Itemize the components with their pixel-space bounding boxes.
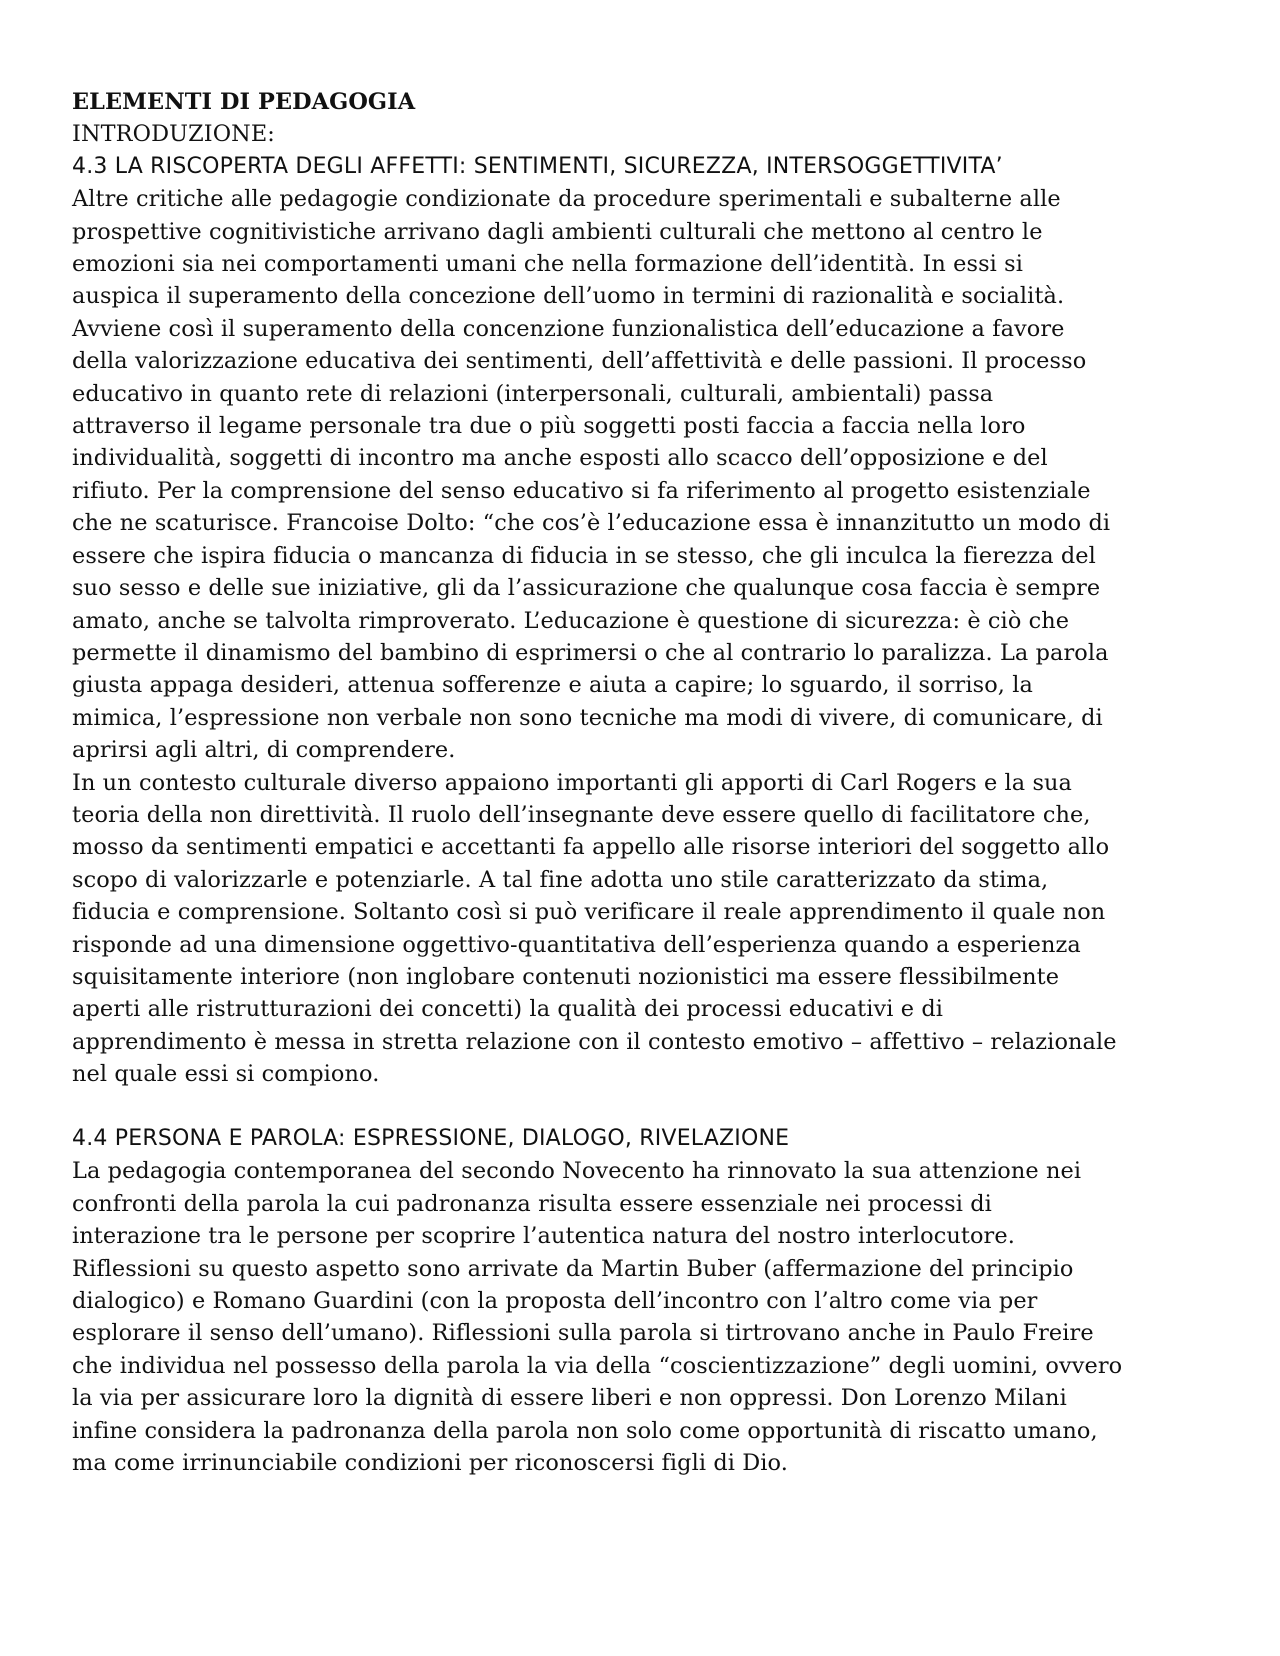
text-line: rifiuto. Per la comprensione del senso educativo si fa riferimento al progetto esistenziale bbox=[72, 477, 1091, 504]
section-spacer bbox=[72, 1091, 1202, 1123]
text-line: apprendimento è messa in stretta relazione con il contesto emotivo – affettivo – relazionale bbox=[72, 1028, 1117, 1055]
text-line: mimica, l’espressione non verbale non sono tecniche ma modi di vivere, di comunicare, di bbox=[72, 704, 1103, 731]
text-line: teoria della non direttività. Il ruolo dell’insegnante deve essere quello di facilitatore che, bbox=[72, 801, 1091, 828]
text-line: essere che ispira fiducia o mancanza di fiducia in se stesso, che gli inculca la fierezza del bbox=[72, 542, 1096, 569]
text-line: nel quale essi si compiono. bbox=[72, 1061, 380, 1088]
text-line: interazione tra le persone per scoprire l’autentica natura del nostro interlocutore. bbox=[72, 1223, 1015, 1250]
text-line: individualità, soggetti di incontro ma anche esposti allo scacco dell’opposizione e del bbox=[72, 445, 1048, 472]
text-line: risponde ad una dimensione oggettivo-quantitativa dell’esperienza quando a esperienza bbox=[72, 931, 1081, 958]
document-title: ELEMENTI DI PEDAGOGIA bbox=[72, 89, 416, 115]
text-line: confronti della parola la cui padronanza risulta essere essenziale nei processi di bbox=[72, 1190, 992, 1217]
text-line: auspica il superamento della concezione dell’uomo in termini di razionalità e socialità. bbox=[72, 283, 1065, 310]
text-line: che individua nel possesso della parola la via della “coscientizzazione” degli uomini, ovvero bbox=[72, 1352, 1123, 1379]
text-line: educativo in quanto rete di relazioni (interpersonali, culturali, ambientali) passa bbox=[72, 380, 994, 407]
text-line: della valorizzazione educativa dei sentimenti, dell’affettività e delle passioni. Il processo bbox=[72, 348, 1087, 375]
text-line: emozioni sia nei comportamenti umani che nella formazione dell’identità. In essi si bbox=[72, 251, 1024, 278]
text-line: ma come irrinunciabile condizioni per riconoscersi figli di Dio. bbox=[72, 1450, 788, 1477]
text-line: squisitamente interiore (non inglobare contenuti nozionistici ma essere flessibilmente bbox=[72, 963, 1060, 990]
section-body bbox=[72, 183, 1202, 1090]
text-line: suo sesso e delle sue iniziative, gli da l’assicurazione che qualunque cosa faccia è sempre bbox=[72, 575, 1101, 602]
section-4-3 bbox=[72, 151, 1202, 1091]
section-body bbox=[72, 1155, 1202, 1479]
text-line: Riflessioni su questo aspetto sono arrivate da Martin Buber (affermazione del principio bbox=[72, 1255, 1074, 1282]
text-line: dialogico) e Romano Guardini (con la proposta dell’incontro con l’altro come via per bbox=[72, 1288, 1038, 1315]
document-page bbox=[72, 86, 1202, 1479]
text-line: prospettive cognitivistiche arrivano dagli ambienti culturali che mettono al centro le bbox=[72, 218, 1043, 245]
text-line: mosso da sentimenti empatici e accettanti fa appello alle risorse interiori del soggetto allo bbox=[72, 834, 1110, 861]
text-line: La pedagogia contemporanea del secondo Novecento ha rinnovato la sua attenzione nei bbox=[72, 1158, 1082, 1185]
text-line: che ne scaturisce. Francoise Dolto: “che cos’è l’educazione essa è innanzitutto un modo di bbox=[72, 510, 1111, 537]
section-heading: 4.3 LA RISCOPERTA DEGLI AFFETTI: SENTIMENTI, SICUREZZA, INTERSOGGETTIVITA’ bbox=[72, 153, 1003, 179]
section-heading: 4.4 PERSONA E PAROLA: ESPRESSIONE, DIALOGO, RIVELAZIONE bbox=[72, 1125, 790, 1151]
text-line: amato, anche se talvolta rimproverato. L’educazione è questione di sicurezza: è ciò che bbox=[72, 607, 1070, 634]
text-line: Altre critiche alle pedagogie condizionate da procedure sperimentali e subalterne alle bbox=[72, 186, 1061, 213]
intro-label: INTRODUZIONE: bbox=[72, 121, 275, 148]
text-line: infine considera la padronanza della parola non solo come opportunità di riscatto umano, bbox=[72, 1417, 1098, 1444]
text-line: giusta appaga desideri, attenua sofferenze e aiuta a capire; lo sguardo, il sorriso, la bbox=[72, 672, 1033, 699]
text-line: permette il dinamismo del bambino di esprimersi o che al contrario lo paralizza. La parola bbox=[72, 639, 1109, 666]
text-line: scopo di valorizzarle e potenziarle. A tal fine adotta uno stile caratterizzato da stima, bbox=[72, 866, 1049, 893]
text-line: Avviene così il superamento della concenzione funzionalistica dell’educazione a favore bbox=[72, 315, 1065, 342]
text-line: la via per assicurare loro la dignità di essere liberi e non oppressi. Don Lorenzo Milani bbox=[72, 1385, 1067, 1412]
section-4-4 bbox=[72, 1123, 1202, 1479]
text-line: fiducia e comprensione. Soltanto così si può verificare il reale apprendimento il quale non bbox=[72, 899, 1106, 926]
text-line: aprirsi agli altri, di comprendere. bbox=[72, 737, 456, 764]
text-line: esplorare il senso dell’umano). Riflessioni sulla parola si tirtrovano anche in Paulo Freire bbox=[72, 1320, 1094, 1347]
text-line: aperti alle ristrutturazioni dei concetti) la qualità dei processi educativi e di bbox=[72, 996, 944, 1023]
text-line: In un contesto culturale diverso appaiono importanti gli apporti di Carl Rogers e la sua bbox=[72, 769, 1073, 796]
text-line: attraverso il legame personale tra due o più soggetti posti faccia a faccia nella loro bbox=[72, 413, 1026, 440]
